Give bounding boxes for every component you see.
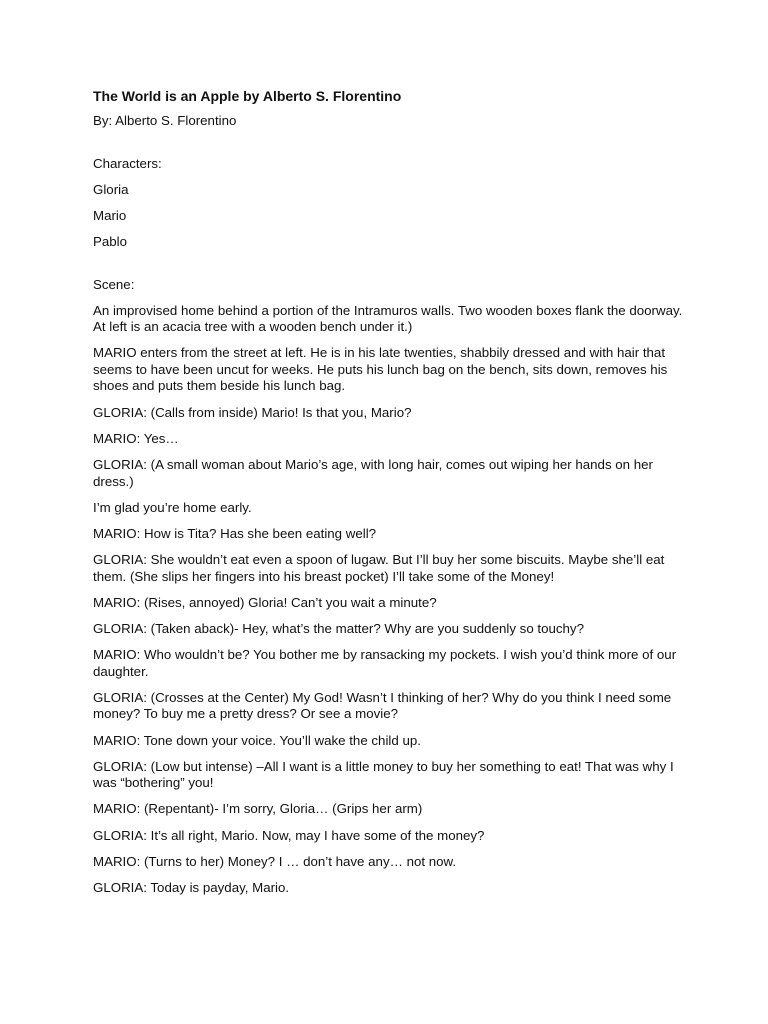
dialogue-line: GLORIA: (Crosses at the Center) My God! Wasn’t I thinking of her? Why do you think I need some money? To buy me a pretty dress? Or see a movie? bbox=[93, 689, 672, 722]
dialogue-line: MARIO: Tone down your voice. You’ll wake the child up. bbox=[93, 732, 421, 748]
dialogue-line: GLORIA: (A small woman about Mario’s age, with long hair, comes out wiping her hands on her dress.) bbox=[93, 457, 653, 489]
document-page bbox=[93, 87, 683, 906]
characters-heading: Characters: bbox=[93, 155, 162, 171]
dialogue-line: MARIO: Yes… bbox=[93, 430, 179, 446]
character-name: Mario bbox=[93, 207, 127, 223]
dialogue-line: MARIO: (Turns to her) Money? I … don’t have any… not now. bbox=[93, 853, 457, 869]
character-name: Gloria bbox=[93, 181, 129, 197]
character-name: Pablo bbox=[93, 234, 128, 250]
paragraph: An improvised home behind a portion of the Intramuros walls. Two wooden boxes flank the doorway. At left is an acacia tree with a wooden bench under it.) bbox=[93, 302, 683, 335]
dialogue-line: MARIO: Who wouldn’t be? You bother me by ransacking my pockets. I wish you’d think more of our daughter. bbox=[93, 647, 677, 679]
paragraph: MARIO enters from the street at left. He is in his late twenties, shabbily dressed and with hair that seems to have been uncut for weeks. He puts his lunch bag on the bench, sits down, removes his shoes and puts them beside his lunch bag. bbox=[93, 345, 668, 394]
byline: By: Alberto S. Florentino bbox=[93, 113, 237, 128]
dialogue-line: GLORIA: (Taken aback)- Hey, what’s the matter? Why are you suddenly so touchy? bbox=[93, 620, 584, 636]
dialogue-line: MARIO: (Rises, annoyed) Gloria! Can’t you wait a minute? bbox=[93, 594, 437, 610]
dialogue-line: GLORIA: (Low but intense) –All I want is a little money to buy her something to eat! That was why I was “bothering” you! bbox=[93, 758, 674, 791]
scene-heading: Scene: bbox=[93, 276, 135, 292]
dialogue-line: I’m glad you’re home early. bbox=[93, 499, 252, 515]
dialogue-line: GLORIA: It’s all right, Mario. Now, may I have some of the money? bbox=[93, 827, 485, 843]
dialogue-line: GLORIA: (Calls from inside) Mario! Is that you, Mario? bbox=[93, 404, 412, 420]
dialogue-line: MARIO: How is Tita? Has she been eating well? bbox=[93, 525, 377, 541]
dialogue-line: MARIO: (Repentant)- I’m sorry, Gloria… (Grips her arm) bbox=[93, 801, 423, 817]
dialogue-line: GLORIA: Today is payday, Mario. bbox=[93, 879, 290, 895]
document-title: The World is an Apple by Alberto S. Florentino bbox=[93, 88, 402, 104]
dialogue-line: GLORIA: She wouldn’t eat even a spoon of lugaw. But I’ll buy her some biscuits. Maybe she’ll eat them. (She slips her fingers into his breast pocket) I’ll take some of the Money! bbox=[93, 552, 665, 584]
